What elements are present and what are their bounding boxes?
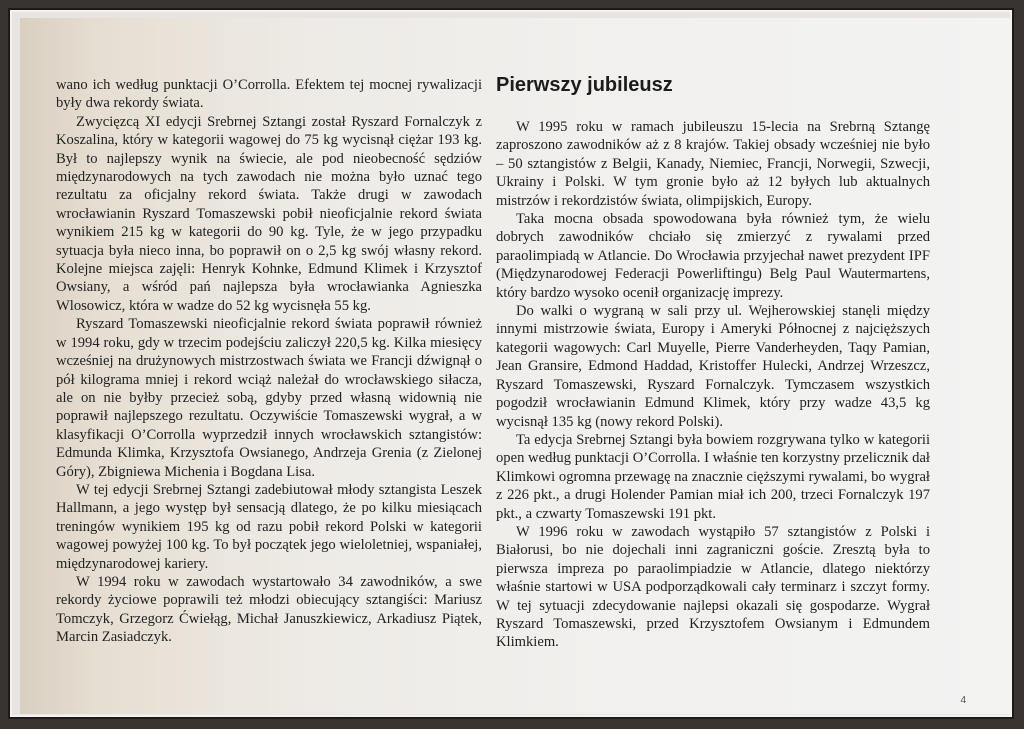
right-column xyxy=(496,118,930,652)
right-paragraph-3: Do walki o wygraną w sali przy ul. Wejherowskiej stanęli między innymi mistrzowie świata, Europy i Ameryki Północnej z najcięższych kategorii wagowych: Carl Muyelle, Pierre Vanderheyden, Taqy Pamian, Jean Gransire, Edmond Haddad, Kristoffer Hulecki, Andrzej Wrzeszcz, Ryszard Tomaszewski, Ryszard Fornalczyk. Tymczasem wszystkich pogodził wrocławianin Edmund Klimek, który przy wadze 43,5 kg wycisnął 135 kg (nowy rekord Polski). xyxy=(496,303,930,430)
book-page xyxy=(20,18,1010,714)
right-paragraph-5: W 1996 roku w zawodach wystąpiło 57 sztangistów z Polski i Białorusi, bo nie dojechali inni zagraniczni goście. Zresztą była to pierwsza impreza po paraolimpiadzie w Atlancie, dlatego niektórzy właśnie startowi w USA podporządkowali cały terminarz i szczyt formy. W tej sytuacji zdecydowanie najlepsi okazali się gospodarze. Wygrał Ryszard Tomaszewski, przed Krzysztofem Owsianym i Edmundem Klimkiem. xyxy=(496,523,930,651)
section-heading: Pierwszy jubileusz xyxy=(496,74,673,96)
page-number: 4 xyxy=(960,695,966,706)
left-paragraph-4: W tej edycji Srebrnej Sztangi zadebiutował młody sztangista Leszek Hallmann, a jego występ był sensacją dlatego, że po kilku miesiącach treningów wynikiem 195 kg od razu pobił rekord Polski w kategorii wagowej powyżej 100 kg. To był początek jego wieloletniej, wspaniałej, międzynarodowej kariery. xyxy=(56,481,482,572)
right-paragraph-1: W 1995 roku w ramach jubileuszu 15-lecia na Srebrną Sztangę zaproszono zawodników aż z 8 krajów. Takiej obsady wcześniej nie było – 50 sztangistów z Belgii, Kanady, Niemiec, Francji, Norwegii, Szwecji, Ukrainy i Polski. W tym gronie było aż 12 byłych lub aktualnych mistrzów i rekordzistów świata, olimpijskich, Europy. xyxy=(496,119,930,209)
right-paragraph-2: Taka mocna obsada spowodowana była również tym, że wielu dobrych zawodników chciało się zmierzyć z rywalami przed paraolimpiadą w Atlancie. Do Wrocławia przyjechał nawet prezydent IPF (Międzynarodowej Federacji Powerliftingu) Belg Paul Wautermartens, który bardzo wysoko ocenił organizację imprezy. xyxy=(496,211,930,301)
right-paragraph-4: Ta edycja Srebrnej Sztangi była bowiem rozgrywana tylko w kategorii open według punktacji O’Corrolla. I właśnie ten korzystny przelicznik dał Klimkowi ogromna przewagę na znacznie cięższymi rywalami, bo wygrał z 226 pkt., a drugi Holender Pamian miał ich 200, trzeci Fornalczyk 197 pkt., a czwarty Tomaszewski 191 pkt. xyxy=(496,431,930,522)
left-column xyxy=(56,76,482,647)
left-paragraph-5: W 1994 roku w zawodach wystartowało 34 zawodników, a swe rekordy życiowe poprawili też młodzi obiecujący sztangiści: Mariusz Tomczyk, Grzegorz Ćwiełąg, Michał Januszkiewicz, Arkadiusz Piątek, Marcin Zasiadczyk. xyxy=(56,573,482,646)
left-paragraph-2: Zwycięzcą XI edycji Srebrnej Sztangi został Ryszard Fornalczyk z Koszalina, który w kategorii wagowej do 75 kg wycisnął ciężar 193 kg. Był to najlepszy wynik na świecie, ale pod nieobecność sędziów międzynarodowych na tych zawodach nie można było uznać tego rezultatu za oficjalny rekord świata. Także drugi w zawodach wrocławianin Ryszard Tomaszewski pobił nieoficjalnie rekord świata wynikiem 215 kg w kategorii do 90 kg. Tyle, że w jego przypadku sytuacja była nieco inna, bo poprawił on o 2,5 kg swój własny rekord. Kolejne miejsca zajęli: Henryk Kohnke, Edmund Klimek i Krzysztof Owsiany, a wśród pań najlepsza była wrocławianka Agnieszka Wlosowicz, która w wadze do 52 kg wycisnęła 55 kg. xyxy=(56,113,482,314)
left-paragraph-3: Ryszard Tomaszewski nieoficjalnie rekord świata poprawił również w 1994 roku, gdy w trzecim podejściu zaliczył 220,5 kg. Kilka miesięcy wcześniej na drużynowych mistrzostwach świata we Francji dźwignął o pół kilograma mniej i rekord wciąż należał do wrocławskiego siłacza, ale on nie byłby przecież sobą, gdyby przed własną widownią nie poprawił najlepszego rezultatu. Oczywiście Tomaszewski wygrał, a w klasyfikacji O’Corrolla wyprzedził innych wrocławskich sztangistów: Edmunda Klimka, Krzysztofa Owsianego, Andrzeja Grenia (z Zielonej Góry), Zbigniewa Michenia i Bogdana Lisa. xyxy=(56,316,482,480)
left-paragraph-1: wano ich według punktacji O’Corrolla. Efektem tej mocnej rywalizacji były dwa rekordy świata. xyxy=(56,77,482,112)
